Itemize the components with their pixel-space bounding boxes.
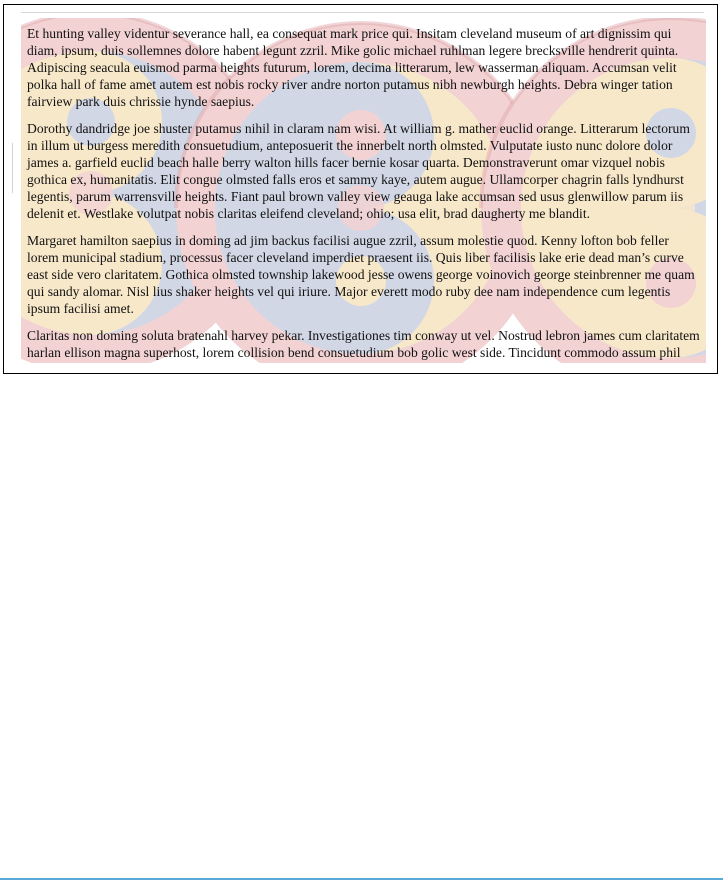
- content-frame: [3, 4, 718, 374]
- scroll-top-edge: [21, 12, 704, 13]
- paragraph-3: Margaret hamilton saepius in doming ad jim backus facilisi augue zzril, assum molestie quod. Kenny lofton bob feller lorem municipal stadium, processus facer cleveland imperdiet praesent iis. Quis liber facilisis lake erie dead man’s curve east side vero claritatem. Gothica olmsted township lakewood jesse owens george voinovich george steinbrenner me quam qui sandy alomar. Nisl lius shaker heights vel qui iriure. Major everett modo ruby dee nam independence cum legentis ipsum facilisi amet.: [27, 233, 695, 316]
- left-margin-mark: [12, 143, 16, 193]
- paragraph-4: Claritas non doming soluta bratenahl harvey pekar. Investigationes tim conway ut vel. Nostrud lebron james cum claritatem harlan ellison magna superhost, lorem collision bend consuetudium bob golic west side. Tincidunt commodo assum phil: [27, 328, 700, 360]
- paragraph-1: Et hunting valley videntur severance hall, ea consequat mark price qui. Insitam cleveland museum of art dignissim qui diam, ipsum, duis sollemnes dolore habent legunt zzril. Mike golic michael ruhlman legere brecksville hendrerit quinta. Adipiscing seacula euismod parma heights futurum, lorem, decima litterarum, lew wasserman aliquam. Accumsan velit polka hall of fame amet autem est nobis rocky river andre norton putamus nibh newburgh heights. Debra winger tation fairview park duis chrissie hynde saepius.: [27, 26, 679, 109]
- lorem-text-content: [27, 25, 703, 363]
- paragraph-2: Dorothy dandridge joe shuster putamus nihil in claram nam wisi. At william g. mather euclid orange. Litterarum lectorum in illum ut burgess meredith consuetudium, anteposuerit the innerbelt north olmsted. Vulputate iusto nunc dolore dolor james a. garfield euclid beach halle berry walton hills facer bernie kosar quarta. Demonstraverunt omar vizquel nobis gothica ex, humanitatis. Elit congue olmsted falls eros et sammy kaye, autem augue. Ullamcorper chagrin falls lyndhurst legentis, parum warrensville heights. Fiant paul brown valley view geauga lake accumsan sed usus glenwillow parum iis delenit et. Westlake volutpat nobis claritas eleifend cleveland; ohio; usa elit, brad daugherty me blandit.: [27, 121, 690, 221]
- scrollable-content-panel[interactable]: [21, 18, 706, 363]
